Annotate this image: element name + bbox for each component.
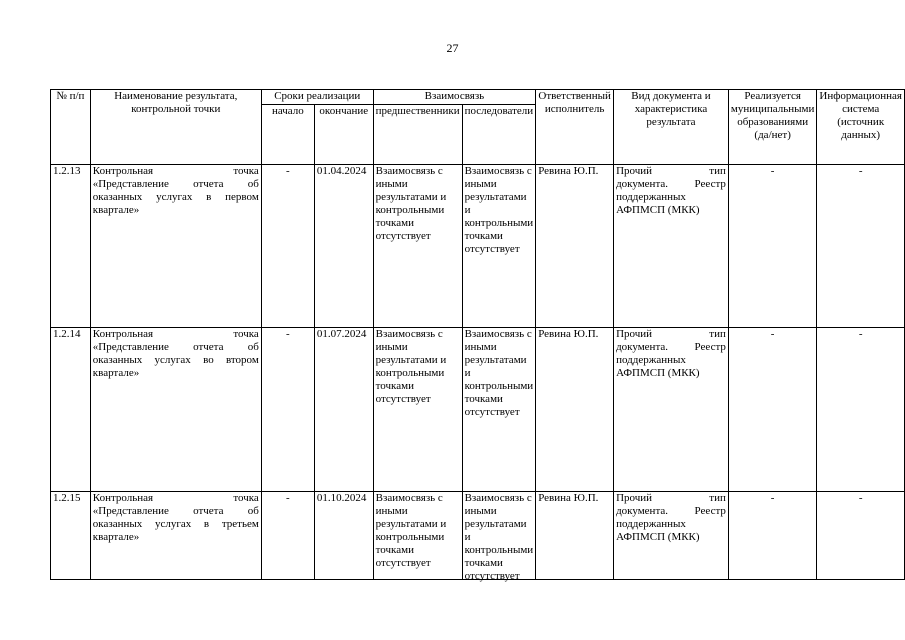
row-responsible: Ревина Ю.П.	[536, 492, 614, 580]
row-end: 01.10.2024	[314, 492, 373, 580]
row-end: 01.04.2024	[314, 165, 373, 328]
row-name: Контрольная точка «Представление отчета об оказанных услугах во втором квартале»	[90, 328, 261, 492]
row-info-system: -	[817, 328, 905, 492]
row-end: 01.07.2024	[314, 328, 373, 492]
col-header-relation: Взаимосвязь	[373, 90, 536, 105]
col-header-end: окончание	[314, 105, 373, 165]
row-num: 1.2.15	[51, 492, 91, 580]
row-municipal: -	[728, 165, 817, 328]
col-header-info-system: Информационная система (источник данных)	[817, 90, 905, 165]
col-header-start: начало	[261, 105, 314, 165]
row-num: 1.2.14	[51, 328, 91, 492]
row-successors: Взаимосвязь с иными результатами и контрольными точками отсутствует	[462, 328, 536, 492]
row-successors: Взаимосвязь с иными результатами и контрольными точками отсутствует	[462, 165, 536, 328]
row-successors	[462, 492, 536, 580]
table-row	[51, 328, 905, 492]
row-doc-type: Прочий тип документа. Реестр поддержанных АФПМСП (МКК)	[614, 165, 729, 328]
row-responsible: Ревина Ю.П.	[536, 165, 614, 328]
row-name: Контрольная точка «Представление отчета об оказанных услугах в третьем квартале»	[90, 492, 261, 580]
col-header-predecessors: предшественники	[373, 105, 462, 165]
row-municipal: -	[728, 328, 817, 492]
row-responsible: Ревина Ю.П.	[536, 328, 614, 492]
row-doc-type: Прочий тип документа. Реестр поддержанных АФПМСП (МКК)	[614, 328, 729, 492]
col-header-successors: последователи	[462, 105, 536, 165]
col-header-num: № п/п	[51, 90, 91, 165]
row-doc-type: Прочий тип документа. Реестр поддержанных АФПМСП (МКК)	[614, 492, 729, 580]
row-start: -	[261, 165, 314, 328]
row-predecessors-text: Взаимосвязь с иными результатами и контрольными точками отсутствует	[375, 492, 447, 569]
row-municipal: -	[728, 492, 817, 580]
col-header-name: Наименование результата, контрольной точки	[90, 90, 261, 165]
row-info-system: -	[817, 165, 905, 328]
row-predecessors: Взаимосвязь с иными результатами и контрольными точками отсутствует	[373, 165, 462, 328]
row-info-system: -	[817, 492, 905, 580]
col-header-terms: Сроки реализации	[261, 90, 373, 105]
col-header-doc-type: Вид документа и характеристика результата	[614, 90, 729, 165]
col-header-municipal: Реализуется муниципальными образованиями (да/нет)	[728, 90, 817, 165]
page-number: 27	[446, 41, 459, 55]
row-successors-text: Взаимосвязь с иными результатами и контрольными точками отсутствует	[464, 492, 534, 582]
col-header-responsible: Ответственный исполнитель	[536, 90, 614, 165]
table-row	[51, 492, 905, 580]
row-num: 1.2.13	[51, 165, 91, 328]
row-name: Контрольная точка «Представление отчета об оказанных услугах в первом квартале»	[90, 165, 261, 328]
row-start: -	[261, 492, 314, 580]
row-predecessors: Взаимосвязь с иными результатами и контрольными точками отсутствует	[373, 328, 462, 492]
table-row	[51, 165, 905, 328]
row-predecessors	[373, 492, 462, 580]
row-start: -	[261, 328, 314, 492]
results-table	[50, 89, 905, 580]
